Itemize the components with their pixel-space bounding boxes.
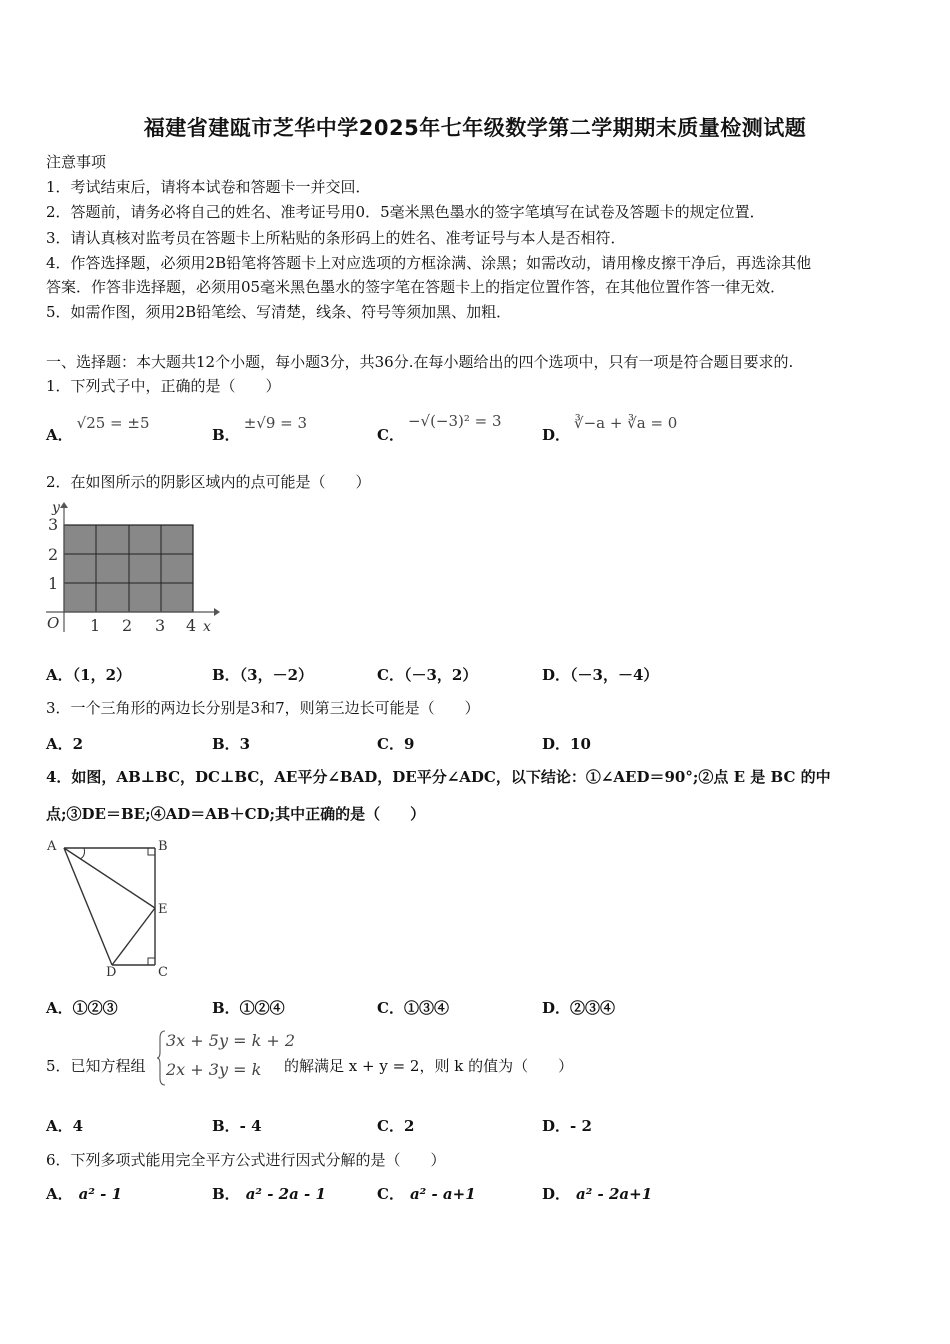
q1-option-b-expr: ±√9 = 3 <box>243 414 308 432</box>
q4-right-angle-b <box>148 848 155 855</box>
q1-option-a-label: A． <box>46 426 73 444</box>
q2-ytick-3: 3 <box>48 515 59 534</box>
q6-option-d-label: D． <box>542 1185 571 1203</box>
q4-segment-de <box>112 908 155 965</box>
q6-option-c-expr: a² - a+1 <box>409 1185 476 1203</box>
q2-x-label: x <box>203 619 211 635</box>
q4-right-angle-c <box>148 958 155 965</box>
notice-item-1: 1．考试结束后，请将本试卷和答题卡一并交回． <box>46 178 371 196</box>
q1-option-d-expr: ∛−a + ∛a = 0 <box>574 414 678 432</box>
q4-stem-line2: 点;③DE＝BE;④AD＝AB＋CD;其中正确的是（ ） <box>46 805 426 823</box>
q2-xtick-3: 3 <box>155 616 166 635</box>
q1-option-c <box>377 410 502 444</box>
q4-option-c: C．①③④ <box>377 999 449 1017</box>
q2-figure <box>44 500 222 636</box>
q5-brace <box>156 1030 166 1086</box>
q2-xtick-4: 4 <box>186 616 197 635</box>
q5-suffix <box>284 1056 573 1076</box>
q5-suffix-text: 的解满足 x + y = 2，则 k 的值为（ ） <box>284 1057 574 1075</box>
q3-option-d: D．10 <box>542 735 591 753</box>
q1-option-a <box>46 412 150 444</box>
q6-option-d-expr: a² - 2a+1 <box>576 1185 653 1203</box>
q4-segment-ae <box>64 848 155 908</box>
q5-equation-1: 3x + 5y = k + 2 <box>166 1031 296 1050</box>
q4-label-b: B <box>158 839 168 854</box>
notice-item-2: 2．答题前，请务必将自己的姓名、准考证号用0．5毫米黑色墨水的签字笔填写在试卷及答题卡的规定位置． <box>46 203 765 221</box>
q1-option-b-label: B． <box>212 426 240 444</box>
q4-label-a: A <box>47 839 57 854</box>
q5-prefix: 5．已知方程组 <box>46 1057 146 1075</box>
q4-segment-ad <box>64 848 112 965</box>
q4-option-b: B．①②④ <box>212 999 285 1017</box>
q4-label-c: C <box>158 965 168 978</box>
q3-option-c: C．9 <box>377 735 415 753</box>
q2-origin-label: O <box>47 614 60 632</box>
q3-stem: 3．一个三角形的两边长分别是3和7，则第三边长可能是（ ） <box>46 699 480 717</box>
q4-angle-arc <box>80 848 85 859</box>
q4-option-d: D．②③④ <box>542 999 616 1017</box>
q5-option-d: D．- 2 <box>542 1117 592 1135</box>
q5-option-b: B．- 4 <box>212 1117 262 1135</box>
q2-option-a: A．（1，2） <box>46 666 132 684</box>
q1-option-d-label: D． <box>542 426 571 444</box>
q4-figure <box>44 834 184 978</box>
notice-item-4: 4．作答选择题，必须用2B铅笔将答题卡上对应选项的方框涂满、涂黑；如需改动，请用橡皮擦干净后，再选涂其他 <box>46 254 812 272</box>
q1-stem: 1．下列式子中，正确的是（ ） <box>46 377 281 395</box>
q2-y-label: y <box>52 500 60 516</box>
q6-option-a <box>46 1183 122 1204</box>
q6-option-b-expr: a² - 2a - 1 <box>245 1185 326 1203</box>
q1-option-a-expr: √25 = ±5 <box>76 414 150 432</box>
q2-option-d: D．（－3，－4） <box>542 666 659 684</box>
q6-option-a-label: A． <box>46 1185 73 1203</box>
q2-ytick-1: 1 <box>48 574 59 593</box>
exam-title: 福建省建瓯市芝华中学2025年七年级数学第二学期期末质量检测试题 <box>143 116 807 140</box>
q6-option-c <box>377 1183 476 1204</box>
q1-option-d <box>542 412 678 444</box>
q1-option-c-label: C． <box>377 426 404 444</box>
q1-option-c-expr: −√(−3)² = 3 <box>407 412 502 430</box>
q6-stem: 6．下列多项式能用完全平方公式进行因式分解的是（ ） <box>46 1151 446 1169</box>
q1-option-b <box>212 412 308 444</box>
section-heading: 一、选择题：本大题共12个小题，每小题3分，共36分.在每小题给出的四个选项中，只有一项是符合题目要求的. <box>46 353 794 371</box>
notice-heading: 注意事项 <box>46 153 107 171</box>
q2-option-c: C．（－3，2） <box>377 666 478 684</box>
q6-option-c-label: C． <box>377 1185 404 1203</box>
q5-equation-2: 2x + 3y = k <box>166 1060 262 1079</box>
q4-option-a: A．①②③ <box>46 999 118 1017</box>
q3-option-b: B．3 <box>212 735 251 753</box>
q2-xtick-2: 2 <box>122 616 133 635</box>
q6-option-b <box>212 1183 326 1204</box>
q5-option-a: A．4 <box>46 1117 84 1135</box>
q5-option-c: C．2 <box>377 1117 415 1135</box>
q4-stem-line1: 4．如图，AB⊥BC，DC⊥BC，AE平分∠BAD，DE平分∠ADC，以下结论：①∠AED＝90°;②点 E 是 BC 的中 <box>46 768 831 786</box>
q2-stem: 2．在如图所示的阴影区域内的点可能是（ ） <box>46 473 371 491</box>
q2-ytick-2: 2 <box>48 545 59 564</box>
q6-option-d <box>542 1183 652 1204</box>
q2-option-b: B．（3，－2） <box>212 666 314 684</box>
q6-option-b-label: B． <box>212 1185 240 1203</box>
notice-item-5: 5．如需作图，须用2B铅笔绘、写清楚，线条、符号等须加黑、加粗． <box>46 303 512 321</box>
notice-item-3: 3．请认真核对监考员在答题卡上所粘贴的条形码上的姓名、准考证号与本人是否相符． <box>46 229 626 247</box>
q3-option-a: A．2 <box>46 735 84 753</box>
notice-item-4-cont: 答案．作答非选择题，必须用05毫米黑色墨水的签字笔在答题卡上的指定位置作答，在其他位置作答一律无效． <box>46 278 786 296</box>
q4-label-e: E <box>158 902 168 917</box>
q4-label-d: D <box>106 965 117 978</box>
q2-xtick-1: 1 <box>90 616 101 635</box>
q2-x-arrow <box>214 608 220 616</box>
q2-y-arrow <box>60 502 68 508</box>
q6-option-a-expr: a² - 1 <box>78 1185 123 1203</box>
